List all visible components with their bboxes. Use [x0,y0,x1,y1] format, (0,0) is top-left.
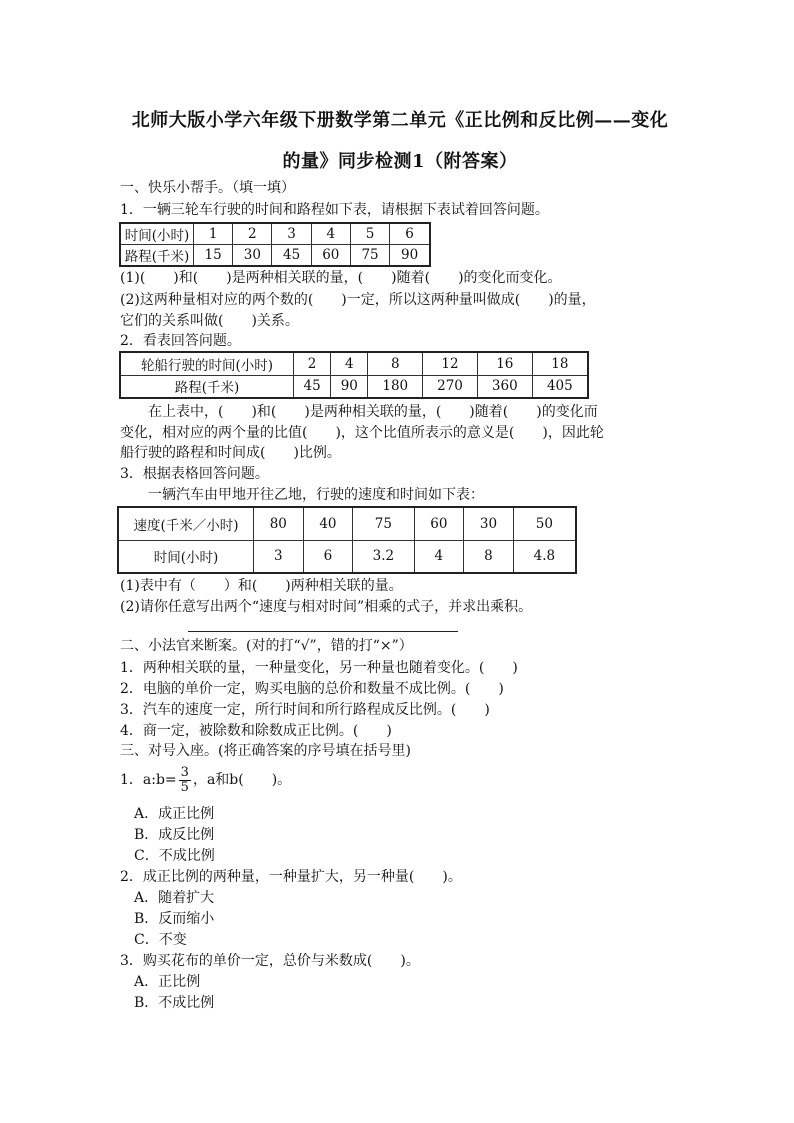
table-cell: 75 [350,245,389,267]
table-cell: 30 [464,507,514,540]
document-title-line-2: 的量》同步检测1（附答案） [282,151,518,172]
choice-question-3: 3．购买花布的单价一定，总价与米数成( )。 [120,953,420,969]
table-cell: 3 [254,540,304,573]
table-cell: 8 [464,540,514,573]
choice-question-2: 2．成正比例的两种量，一种量扩大，另一种量( )。 [120,869,462,885]
table-cell: 4 [311,223,350,245]
question-2-paragraph-c: 船行驶的路程和时间成( )比例。 [120,445,341,461]
q3-option-a: A．正比例 [134,974,201,990]
document-title-line-1: 北师大版小学六年级下册数学第二单元《正比例和反比例——变化 [131,110,669,131]
table-cell: 45 [272,245,311,267]
question-3-intro: 一辆汽车由甲地开往乙地，行驶的速度和时间如下表： [148,487,484,503]
fraction-numerator: 3 [180,764,189,780]
judge-item-2: 2．电脑的单价一定，购买电脑的总价和数量不成比例。( ) [120,681,504,697]
q2-option-b: B．反而缩小 [134,911,215,927]
table-cell: 3 [272,223,311,245]
table-cell: 4 [331,352,368,375]
table-cell: 2 [233,223,272,245]
table-row-label: 路程(千米) [120,375,294,398]
table-cell: 2 [294,352,331,375]
table-cell: 40 [303,507,353,540]
q2-option-a: A．随着扩大 [134,890,215,906]
table-row-label: 路程(千米) [120,245,194,267]
ship-table [119,351,589,399]
table-cell: 60 [414,507,464,540]
table-cell: 60 [311,245,350,267]
judge-item-3: 3．汽车的速度一定，所行时间和所行路程成反比例。( ) [120,702,490,718]
table-cell: 1 [194,223,233,245]
table-cell: 90 [390,245,430,267]
table-cell: 75 [353,507,414,540]
table-cell: 80 [254,507,304,540]
q3-option-b: B．不成比例 [134,995,215,1011]
q1-option-a: A．成正比例 [134,806,215,822]
table-cell: 12 [423,352,478,375]
question-3-sub-1: (1)表中有（ ）和( )两种相关联的量。 [120,578,403,594]
choice-question-1-prefix: 1．a:b= [120,772,177,788]
table-cell: 3.2 [353,540,414,573]
q2-option-c: C．不变 [134,932,187,948]
table-cell: 360 [477,375,532,398]
judge-item-1: 1．两种相关联的量，一种量变化，另一种量也随着变化。( ) [120,660,518,676]
question-1-sub-2a: (2)这两种量相对应的两个数的( )一定，所以这两种量叫做成( )的量， [120,292,596,308]
fraction [179,766,191,795]
table-cell: 18 [532,352,588,375]
table-row-label: 时间(小时) [120,223,194,245]
section-1-heading: 一、快乐小帮手。（填一填） [120,180,295,196]
table-row-label: 速度(千米／小时) [118,507,254,540]
table-cell: 4.8 [513,540,576,573]
table-cell: 90 [331,375,368,398]
q1-option-c: C．不成比例 [134,848,215,864]
table-cell: 8 [368,352,423,375]
table-cell: 405 [532,375,588,398]
table-cell: 6 [303,540,353,573]
table-cell: 45 [294,375,331,398]
q1-option-b: B．成反比例 [134,827,215,843]
question-1-sub-1: (1)( )和( )是两种相关联的量，( )随着( )的变化而变化。 [120,270,562,286]
table-cell: 270 [423,375,478,398]
car-table [117,506,577,574]
question-1-text: 1．一辆三轮车行驶的时间和路程如下表，请根据下表试着回答问题。 [120,202,549,218]
choice-question-1-suffix: ，a和b( )。 [192,772,292,788]
judge-item-4: 4．商一定，被除数和除数成正比例。( ) [120,723,392,739]
table-row-label: 轮船行驶的时间(小时) [120,352,294,375]
table-cell: 5 [350,223,389,245]
table-cell: 15 [194,245,233,267]
question-2-paragraph-a: 在上表中，( )和( )是两种相关联的量，( )随着( )的变化而 [148,404,598,420]
question-1-sub-2b: 它们的关系叫做( )关系。 [120,313,299,329]
question-3-sub-2: (2)请你任意写出两个“速度与相对时间”相乘的式子，并求出乘积。 [120,599,533,615]
table-cell: 30 [233,245,272,267]
question-2-paragraph-b: 变化，相对应的两个量的比值( )，这个比值所表示的意义是( )，因此轮 [120,425,604,441]
table-cell: 16 [477,352,532,375]
table-cell: 50 [513,507,576,540]
table-row-label: 时间(小时) [118,540,254,573]
choice-question-1 [120,763,291,797]
section-2-heading: 二、小法官来断案。(对的打“√”，错的打“×”） [120,638,413,654]
answer-blank-line [188,631,458,632]
tricycle-table [119,222,431,267]
table-cell: 180 [368,375,423,398]
section-3-heading: 三、对号入座。(将正确答案的序号填在括号里) [120,743,411,759]
question-3-text: 3．根据表格回答问题。 [120,466,269,482]
table-cell: 6 [390,223,430,245]
question-2-text: 2．看表回答问题。 [120,333,241,349]
fraction-denominator: 5 [180,779,189,795]
table-cell: 4 [414,540,464,573]
